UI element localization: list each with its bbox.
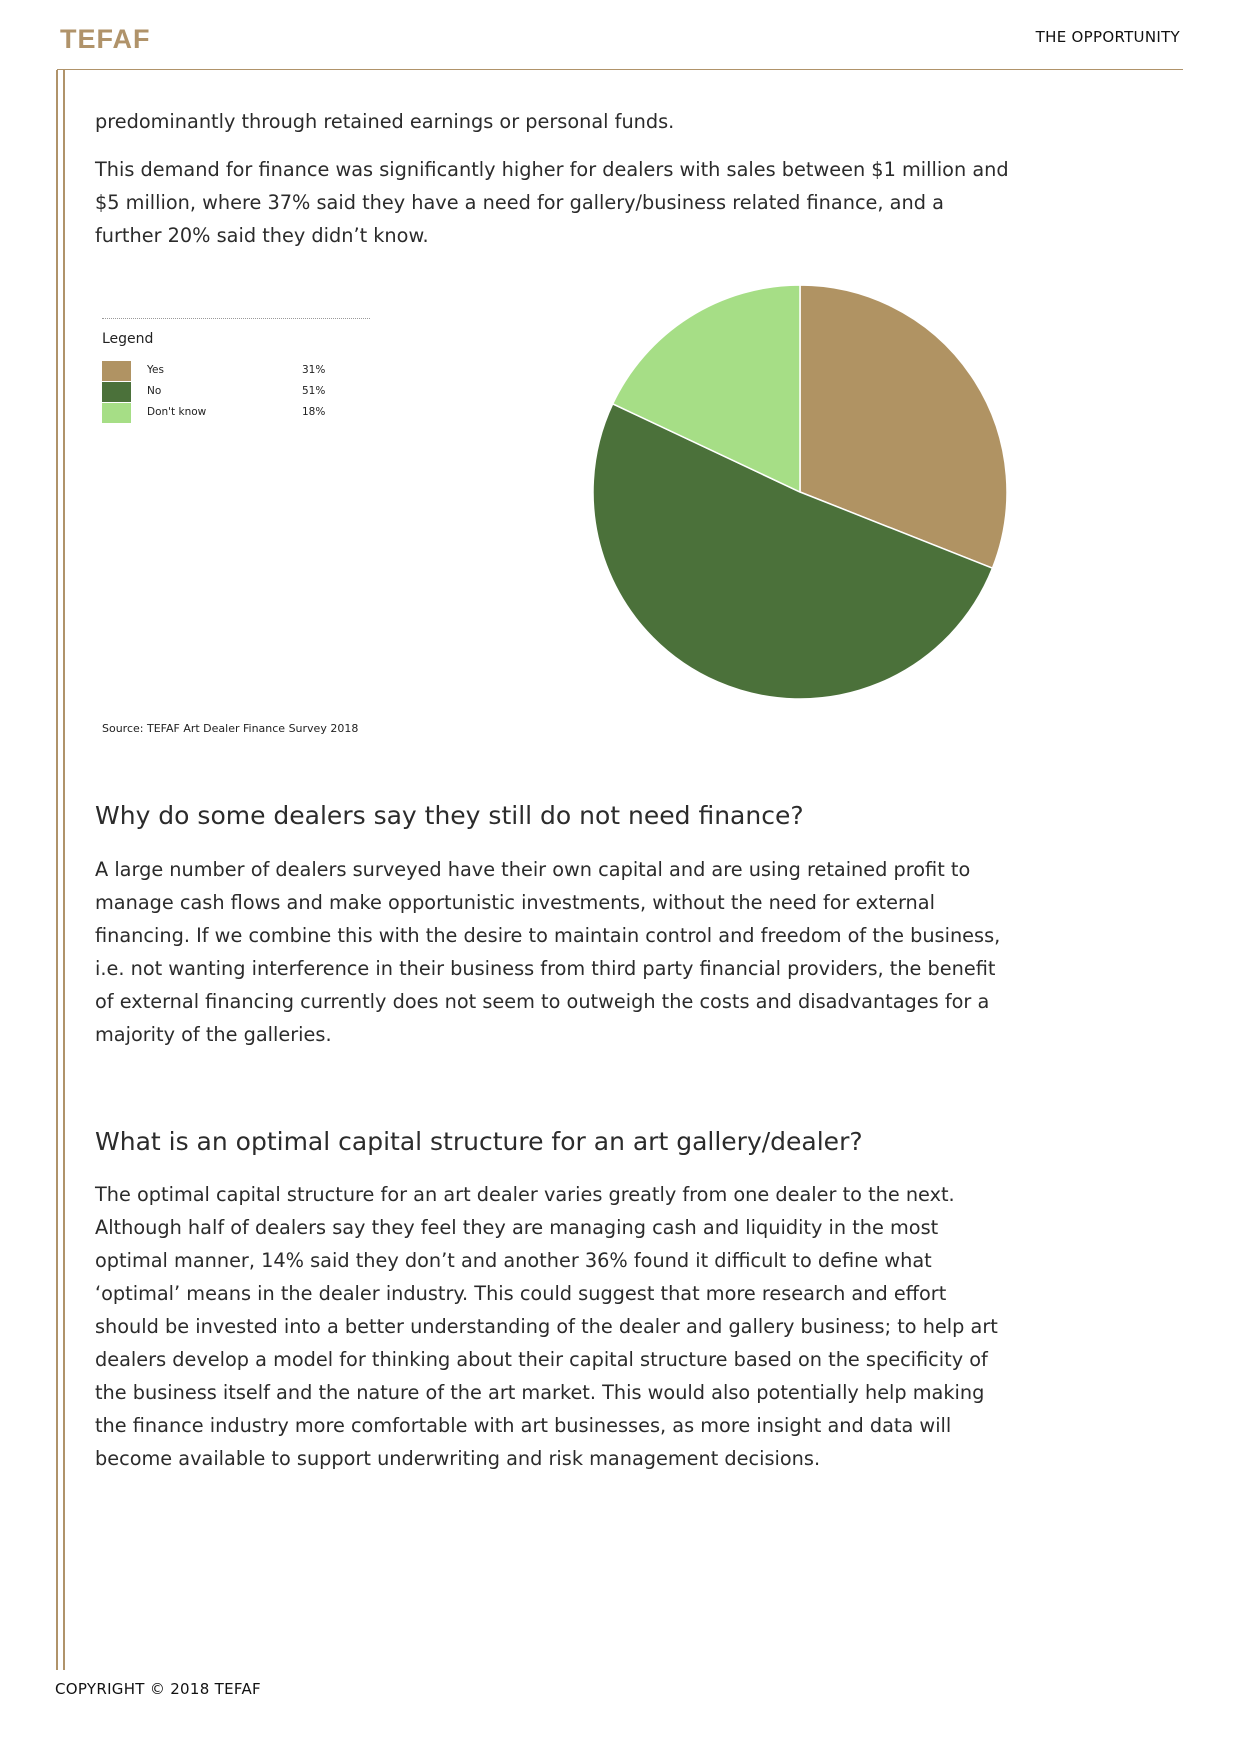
paragraph-own-capital: A large number of dealers surveyed have their own capital and are using retained profit to manage cash flows and make opportunistic investments, without the need for external financing. If we combine this with the desire to maintain control and freedom of the business, i.e. not wanting interference in their business from third party financial providers, the benefit of external financing currently does not seem to outweigh the costs and disadvantages for a majority of the galleries. [95,858,1001,1046]
legend-item-dont-know [102,403,332,423]
chart-source: Source: TEFAF Art Dealer Finance Survey 2018 [102,722,359,735]
legend-item-yes [102,361,332,381]
paragraph-intro: predominantly through retained earnings or personal funds. [95,110,675,133]
paragraph-demand: This demand for finance was significantly higher for dealers with sales between $1 million and $5 million, where 37% said they have a need for gallery/business related finance, and a further 20% said they didn’t know. [95,158,1009,247]
heading-why-no-finance: Why do some dealers say they still do not need finance? [95,801,804,830]
left-margin-bar [56,70,58,1670]
legend-title: Legend [102,331,154,347]
left-margin-bar-inner [63,70,65,1670]
pie-chart [590,282,1010,702]
legend-label-no: No [147,385,162,397]
legend-swatch-dont-know [102,403,131,423]
section-title: THE OPPORTUNITY [1035,28,1180,46]
legend-value-yes: 31% [302,364,326,376]
tefaf-logo: TEFAF [60,24,151,54]
heading-capital-structure: What is an optimal capital structure for an art gallery/dealer? [95,1127,863,1156]
legend-label-dont-know: Don't know [147,406,207,418]
legend-swatch-yes [102,361,131,381]
footer-copyright: COPYRIGHT © 2018 TEFAF [55,1680,261,1698]
legend-swatch-no [102,382,131,402]
legend-divider [102,318,370,319]
legend-item-no [102,382,332,402]
legend-label-yes: Yes [147,364,164,376]
paragraph-optimal-structure: The optimal capital structure for an art dealer varies greatly from one dealer to the next. Although half of dealers say they feel they are managing cash and liquidity in the most optimal manner, 14% said they don’t and another 36% found it difficult to define what ‘optimal’ means in the dealer industry. This could suggest that more research and effort should be invested into a better understanding of the dealer and gallery business; to help art dealers develop a model for thinking about their capital structure based on the specificity of the business itself and the nature of the art market. This would also potentially help making the finance industry more comfortable with art businesses, as more insight and data will become available to support underwriting and risk management decisions. [95,1183,998,1470]
legend-value-dont-know: 18% [302,406,326,418]
header-divider [57,69,1183,70]
legend-value-no: 51% [302,385,326,397]
